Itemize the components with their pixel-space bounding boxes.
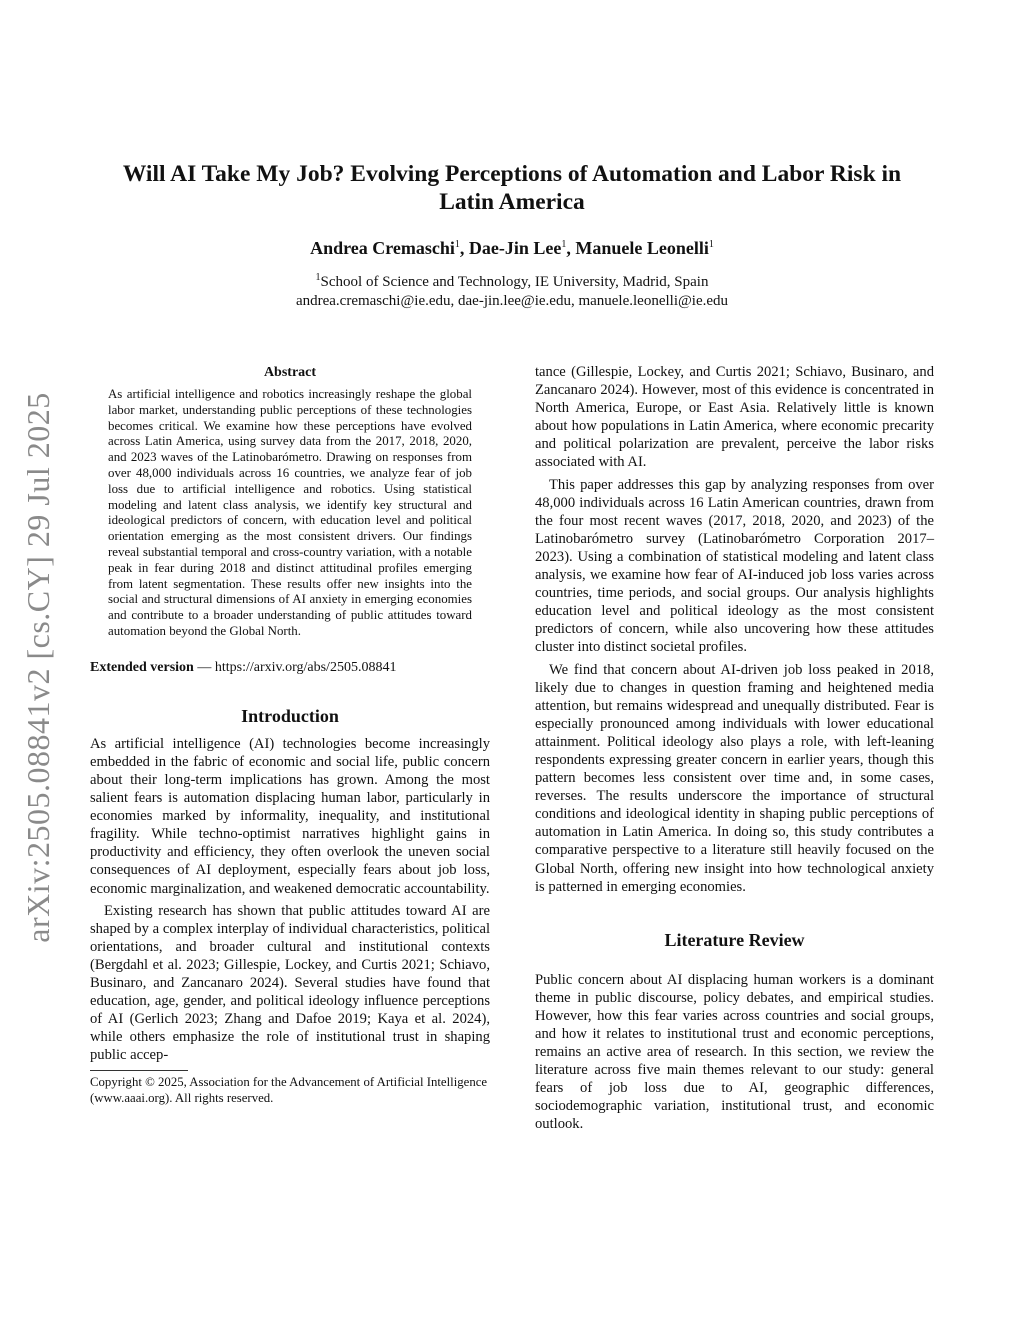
paper-title: Will AI Take My Job? Evolving Perceptions of Automation and Labor Risk in Latin America [122,161,902,215]
intro-paragraph-2: Existing research has shown that public attitudes toward AI are shaped by a complex interplay of individual characteristics, political orientations, and broader cultural and institutional contexts (Bergdahl et al. 2023; Gillespie, Lockey, and Curtis 2021; Schiavo, Businaro, and Zancanaro 2024). Several studies have found that education, age, gender, and political ideology influence perceptions of AI (Gerlich 2023; Zhang and Dafoe 2019; Kaya et al. 2024), while others emphasize the role of institutional trust in shaping public accep- [90,902,490,1064]
author-separator: , [566,238,576,258]
left-column [90,365,490,1106]
author-affil-mark: 1 [708,239,714,250]
extended-version-label: Extended version [90,659,194,675]
affiliation-text: School of Science and Technology, IE University, Madrid, Spain [320,274,709,290]
intro-paragraph-1: As artificial intelligence (AI) technologies become increasingly embedded in the fabric of economic and social life, public concern about their long-term implications has grown. Among the most salient fears is automation displacing human labor, particularly in economies marked by informality, inequality, and institutional fragility. While techno-optimist narratives highlight gains in productivity and efficiency, they often overlook the uneven social consequences of AI deployment, especially fears about job loss, economic marginalization, and weakened democratic accountability. [90,735,490,897]
author-affil-mark: 1 [454,239,460,250]
author-list [100,238,924,259]
right-column [535,363,934,1134]
literature-review-heading: Literature Review [664,929,805,950]
affiliation-block [100,268,924,311]
intro-paragraph-2-continued: tance (Gillespie, Lockey, and Curtis 2021; Schiavo, Businaro, and Zancanaro 2024). However, most of this evidence is concentrated in North America, Europe, or East Asia. Relatively little is known about how populations in Latin America, where economic precarity and political polarization are prevalent, perceive the labor risks associated with AI. [535,364,934,471]
abstract-text: As artificial intelligence and robotics increasingly reshape the global labor market, understanding public perceptions of these technologies becomes critical. We examine how these perceptions have evolved across Latin America, using survey data from the 2017, 2018, 2020, and 2023 waves of the Latinobarómetro. Drawing on responses from over 48,000 individuals across 16 countries, we analyze fear of job loss due to artificial intelligence and robotics. Using statistical modeling and latent class analysis, we identify key structural and ideological predictors of concern, with education level and political orientation emerging as the most consistent drivers. Our findings reveal substantial temporal and cross-country variation, with a notable peak in fear during 2018 and distinct attitudinal profiles emerging from latent segmentation. These results offer new insights into the social and structural dimensions of AI anxiety in emerging economies and contribute to a broader understanding of public attitudes toward automation beyond the Global North. [108,387,472,638]
copyright-footnote: Copyright © 2025, Association for the Advancement of Artificial Intelligence (www.aaai.org). All rights reserved. [90,1075,488,1105]
extended-version-link[interactable]: https://arxiv.org/abs/2505.08841 [214,659,397,675]
extended-version-separator: — [193,659,215,675]
extended-version-line [90,660,490,676]
affiliation-line [100,268,924,292]
author-name: Manuele Leonelli [575,238,709,258]
intro-paragraph-4: We find that concern about AI-driven job loss peaked in 2018, likely due to changes in question framing and heightened media attention, but remains widespread and unequally distributed. Fear is especially pronounced among individuals with lower educational attainment. Political ideology also plays a role, with left-leaning respondents expressing greater concern in earlier years, though this pattern becomes less consistent over time and, in some cases, reverses. The results underscore the importance of structural conditions and ideological identity in shaping public perceptions of automation in Latin America. In doing so, this study contributes a comparative perspective to a literature still heavily focused on the Global North, offering new insight into how technological anxiety is patterned in emerging economies. [535,661,934,895]
arxiv-sidebar [8,375,68,960]
author-emails: andrea.cremaschi@ie.edu, dae-jin.lee@ie.edu, manuele.leonelli@ie.edu [295,293,729,309]
author-name: Andrea Cremaschi [310,238,455,258]
author-affil-mark: 1 [561,239,567,250]
affiliation-mark: 1 [315,272,321,283]
literature-paragraph-1: Public concern about AI displacing human workers is a dominant theme in public discourse, policy debates, and empirical studies. However, how this fear varies across countries and social groups, and how it relates to institutional trust and economic perceptions, remains an active area of research. In this section, we review the literature across five main themes relevant to our study: general fears of job loss due to AI, geographic differences, sociodemographic variation, institutional trust, and economic outlook. [535,971,934,1133]
footnote-rule [90,1070,188,1071]
introduction-heading: Introduction [241,705,339,726]
author-separator: , [459,238,469,258]
author-name: Dae-Jin Lee [468,238,562,258]
abstract-heading: Abstract [263,365,317,380]
intro-paragraph-3: This paper addresses this gap by analyzing responses from over 48,000 individuals across 16 Latin American countries, drawn from the four most recent waves (2017, 2018, 2020, and 2023) of the Latinobarómetro survey (Latinobarómetro Corporation 2017–2023). Using a combination of statistical modeling and latent class analysis, we examine how fear of AI-induced job loss varies across countries, time periods, and social groups. Our analysis highlights education level and political ideology as the most consistent predictors of concern, while also uncovering how these attitudes cluster into distinct societal profiles. [535,476,934,656]
arxiv-identifier: arXiv:2505.08841v2 [cs.CY] 29 Jul 2025 [19,392,56,943]
